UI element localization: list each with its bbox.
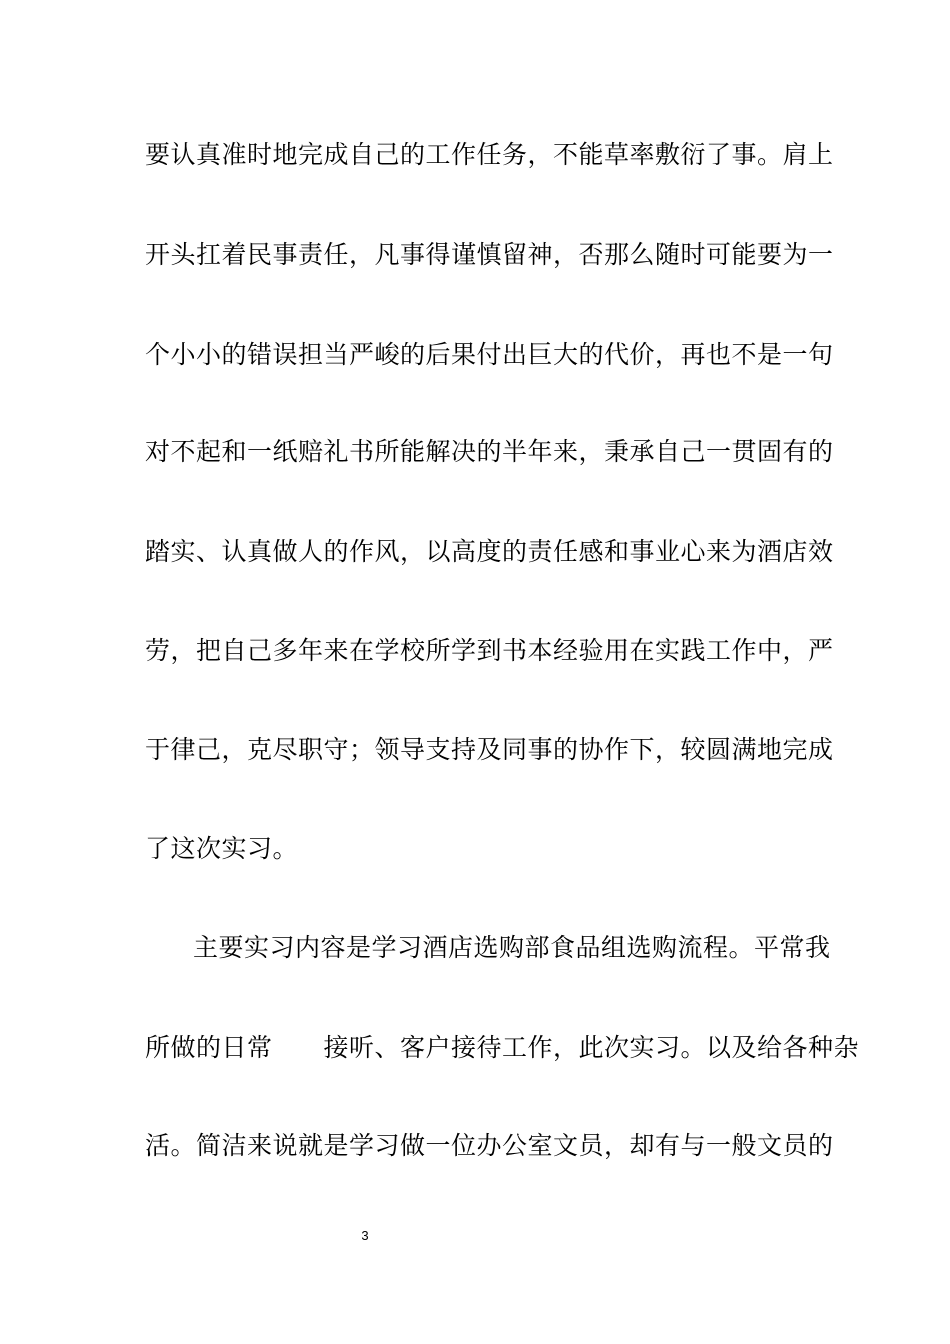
paragraph-line-2: 开头扛着民事责任，凡事得谨慎留神，否那么随时可能要为一 bbox=[145, 240, 834, 269]
paragraph-line-1: 要认真准时地完成自己的工作任务，不能草率敷衍了事。肩上 bbox=[145, 140, 834, 169]
paragraph-line-7: 于律己，克尽职守；领导支持及同事的协作下，较圆满地完成 bbox=[145, 735, 834, 764]
page-number: 3 bbox=[361, 1228, 369, 1243]
paragraph-line-10: 所做的日常 接听、客户接待工作，此次实习。以及给各种杂 bbox=[145, 1033, 860, 1062]
paragraph-line-11: 活。简洁来说就是学习做一位办公室文员，却有与一般文员的 bbox=[145, 1131, 834, 1160]
paragraph-line-5: 踏实、认真做人的作风，以高度的责任感和事业心来为酒店效 bbox=[145, 537, 834, 566]
paragraph-line-3: 个小小的错误担当严峻的后果付出巨大的代价，再也不是一句 bbox=[145, 340, 834, 369]
paragraph-line-9: 主要实习内容是学习酒店选购部食品组选购流程。平常我 bbox=[193, 933, 831, 962]
paragraph-line-4: 对不起和一纸赔礼书所能解决的半年来，秉承自己一贯固有的 bbox=[145, 437, 834, 466]
paragraph-line-8: 了这次实习。 bbox=[145, 834, 299, 863]
paragraph-line-6: 劳，把自己多年来在学校所学到书本经验用在实践工作中，严 bbox=[145, 636, 834, 665]
